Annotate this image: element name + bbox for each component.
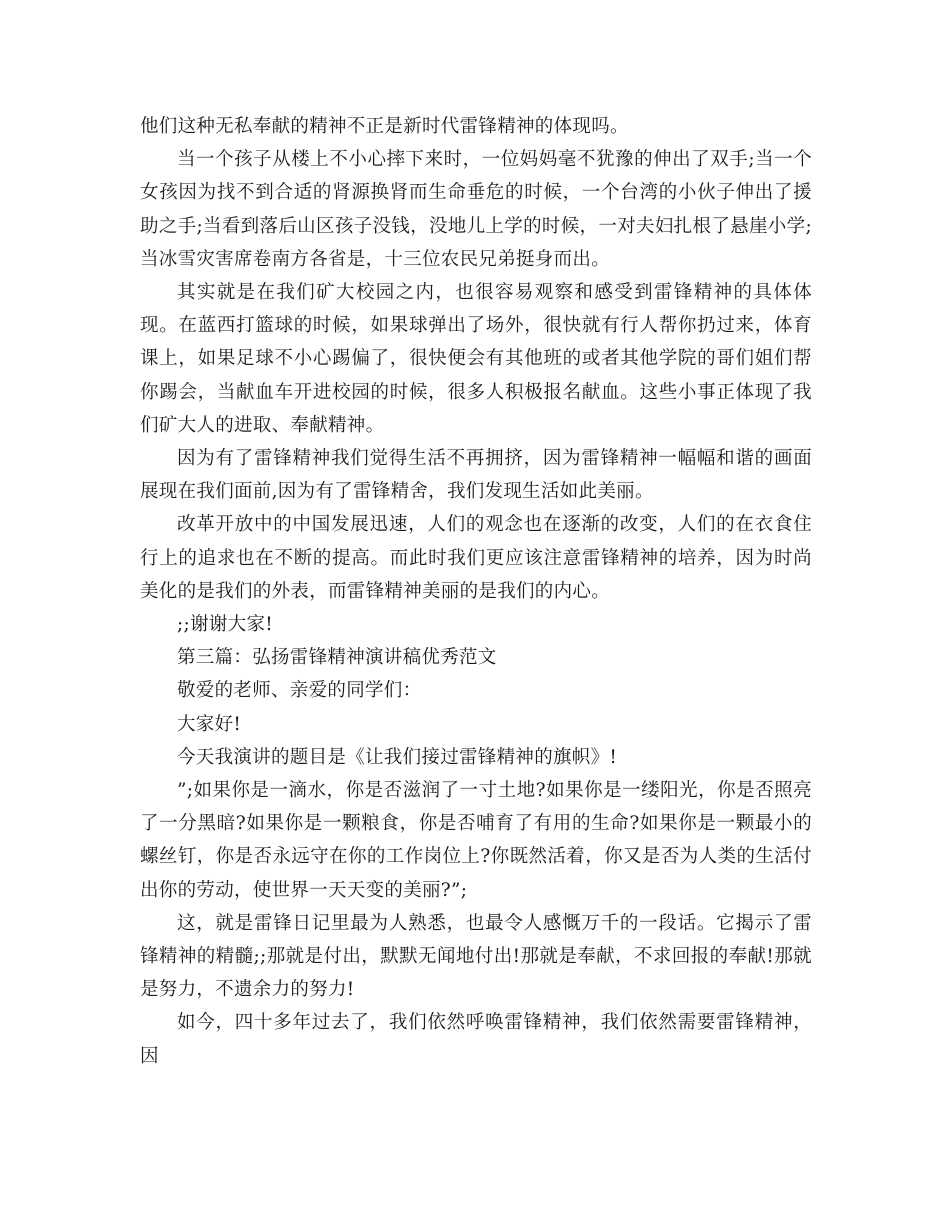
paragraph-11-quote: ”;如果你是一滴水，你是否滋润了一寸土地?如果你是一缕阳光，你是否照亮了一分黑暗?如果你是一颗粮食，你是否哺育了有用的生命?如果你是一颗最小的螺丝钉，你是否永远守在你的工作岗位上?你既然活着，你又是否为人类的生活付出你的劳动，使世界一天天变的美丽?”;: [140, 780, 812, 901]
paragraph-4: 因为有了雷锋精神我们觉得生活不再拥挤，因为雷锋精神一幅幅和谐的画面展现在我们面前,因为有了雷锋精舍，我们发现生活如此美丽。: [140, 448, 812, 503]
document-body: [140, 110, 812, 1073]
paragraph-10-topic: 今天我演讲的题目是《让我们接过雷锋精神的旗帜》!: [177, 746, 618, 768]
paragraph-3: 其实就是在我们矿大校园之内，也很容易观察和感受到雷锋精神的具体体现。在蓝西打篮球的时候，如果球弹出了场外，很快就有行人帮你扔过来，体育课上，如果足球不小心踢偏了，很快便会有其他班的或者其他学院的哥们姐们帮你踢会，当献血车开进校园的时候，很多人积极报名献血。这些小事正体现了我们矿大人的进取、奉献精神。: [140, 282, 812, 436]
paragraph-13: 如今，四十多年过去了，我们依然呼唤雷锋精神，我们依然需要雷锋精神，因: [140, 1012, 812, 1067]
paragraph-2: 当一个孩子从楼上不小心摔下来时，一位妈妈毫不犹豫的伸出了双手;当一个女孩因为找不到合适的肾源换肾而生命垂危的时候，一个台湾的小伙子伸出了援助之手;当看到落后山区孩子没钱，没地儿上学的时候，一对夫妇扎根了悬崖小学;当冰雪灾害席卷南方各省是，十三位农民兄弟挺身而出。: [140, 149, 812, 270]
paragraph-12: 这，就是雷锋日记里最为人熟悉，也最令人感慨万千的一段话。它揭示了雷锋精神的精髓;;那就是付出，默默无闻地付出!那就是奉献，不求回报的奉献!那就是努力，不遗余力的努力!: [140, 912, 812, 1001]
paragraph-8-salutation: 敬爱的老师、亲爱的同学们：: [177, 680, 422, 702]
paragraph-7-section-title: 第三篇：弘扬雷锋精神演讲稿优秀范文: [177, 647, 497, 669]
paragraph-6-thanks: ;;谢谢大家!: [177, 614, 274, 636]
paragraph-9-greeting: 大家好!: [177, 713, 242, 735]
paragraph-5: 改革开放中的中国发展迅速，人们的观念也在逐渐的改变，人们的在衣食住行上的追求也在不断的提高。而此时我们更应该注意雷锋精神的培养，因为时尚美化的是我们的外表，而雷锋精神美丽的是我们的内心。: [140, 514, 812, 602]
paragraph-1: 他们这种无私奉献的精神不正是新时代雷锋精神的体现吗。: [140, 116, 629, 137]
